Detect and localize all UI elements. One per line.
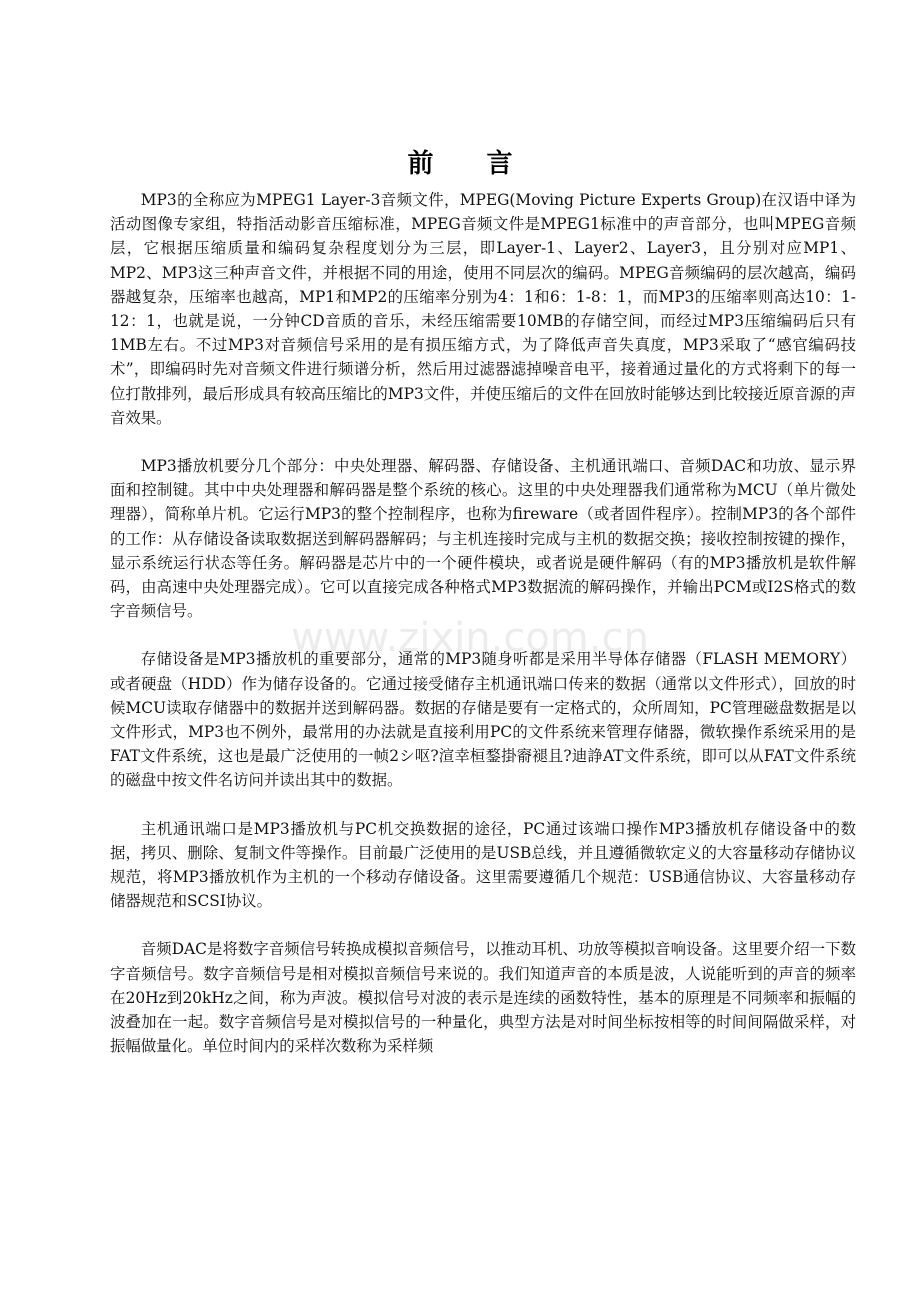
paragraph-mp3-overview: MP3的全称应为MPEG1 Layer-3音频文件，MPEG(Moving Picture Experts Group)在汉语中译为活动图像专家组，特指活动影音压缩标准，MPEG音频文件是MPEG1标准中的声音部分，也叫MPEG音频层，它根据压缩质量和编码复杂程度划分为三层，即Layer-1、Layer2、Layer3，且分别对应MP1、MP2、MP3这三种声音文件，并根据不同的用途，使用不同层次的编码。MPEG音频编码的层次越高，编码器越复杂，压缩率也越高，MP1和MP2的压缩率分别为4：1和6：1-8：1，而MP3的压缩率则高达10：1-12：1，也就是说，一分钟CD音质的音乐，未经压缩需要10MB的存储空间，而经过MP3压缩编码后只有1MB左右。不过MP3对音频信号采用的是有损压缩方式，为了降低声音失真度，MP3采取了“感官编码技术”，即编码时先对音频文件进行频谱分析，然后用过滤器滤掉噪音电平，接着通过量化的方式将剩下的每一位打散排列，最后形成具有较高压缩比的MP3文件，并使压缩后的文件在回放时能够达到比较接近原音源的声音效果。 xyxy=(110,191,856,427)
paragraph-player-components: MP3播放机要分几个部分：中央处理器、解码器、存储设备、主机通讯端口、音频DAC和功放、显示界面和控制键。其中中央处理器和解码器是整个系统的核心。这里的中央处理器我们通常称为MCU（单片微处理器），简称单片机。它运行MP3的整个控制程序，也称为fireware（或者固件程序）。控制MP3的各个部件的工作：从存储设备读取数据送到解码器解码；与主机连接时完成与主机的数据交换；接收控制按键的操作，显示系统运行状态等任务。解码器是芯片中的一个硬件模块，或者说是硬件解码（有的MP3播放机是软件解码，由高速中央处理器完成）。它可以直接完成各种格式MP3数据流的解码操作，并输出PCM或I2S格式的数字音频信号。 xyxy=(110,457,856,621)
paragraph-audio-dac: 音频DAC是将数字音频信号转换成模拟音频信号，以推动耳机、功放等模拟音响设备。这里要介绍一下数字音频信号。数字音频信号是相对模拟音频信号来说的。我们知道声音的本质是波，人说能听到的声音的频率在20Hz到20kHz之间，称为声波。模拟信号对波的表示是连续的函数特性，基本的原理是不同频率和振幅的波叠加在一起。数字音频信号是对模拟信号的一种量化，典型方法是对时间坐标按相等的时间间隔做采样，对振幅做量化。单位时间内的采样次数称为采样频 xyxy=(110,940,856,1056)
watermark: www.zixin.com.cn xyxy=(291,615,649,661)
document-title: 前 言 xyxy=(407,149,535,179)
paragraph-storage-device: 存储设备是MP3播放机的重要部分，通常的MP3随身听都是采用半导体存储器（FLASH MEMORY）或者硬盘（HDD）作为储存设备的。它通过接受储存主机通讯端口传来的数据（通常以文件形式），回放的时候MCU读取存储器中的数据并送到解码器。数据的存储是要有一定格式的，众所周知，PC管理磁盘数据是以文件形式，MP3也不例外，最常用的办法就是直接利用PC的文件系统来管理存储器，微软操作系统采用的是FAT文件系统，这也是最广泛使用的一帧2シ呕?渲幸桓鍪掛窬褪且?迪諍AT文件系统，即可以从FAT文件系统的磁盘中按文件名访问并读出其中的数据。 xyxy=(110,650,856,790)
document-body xyxy=(110,188,856,1083)
paragraph-host-port: 主机通讯端口是MP3播放机与PC机交换数据的途径，PC通过该端口操作MP3播放机存储设备中的数据，拷贝、删除、复制文件等操作。目前最广泛使用的是USB总线，并且遵循微软定义的大容量移动存储协议规范，将MP3播放机作为主机的一个移动存储设备。这里需要遵循几个规范：USB通信协议、大容量移动存储器规范和SCSI协议。 xyxy=(110,819,856,911)
